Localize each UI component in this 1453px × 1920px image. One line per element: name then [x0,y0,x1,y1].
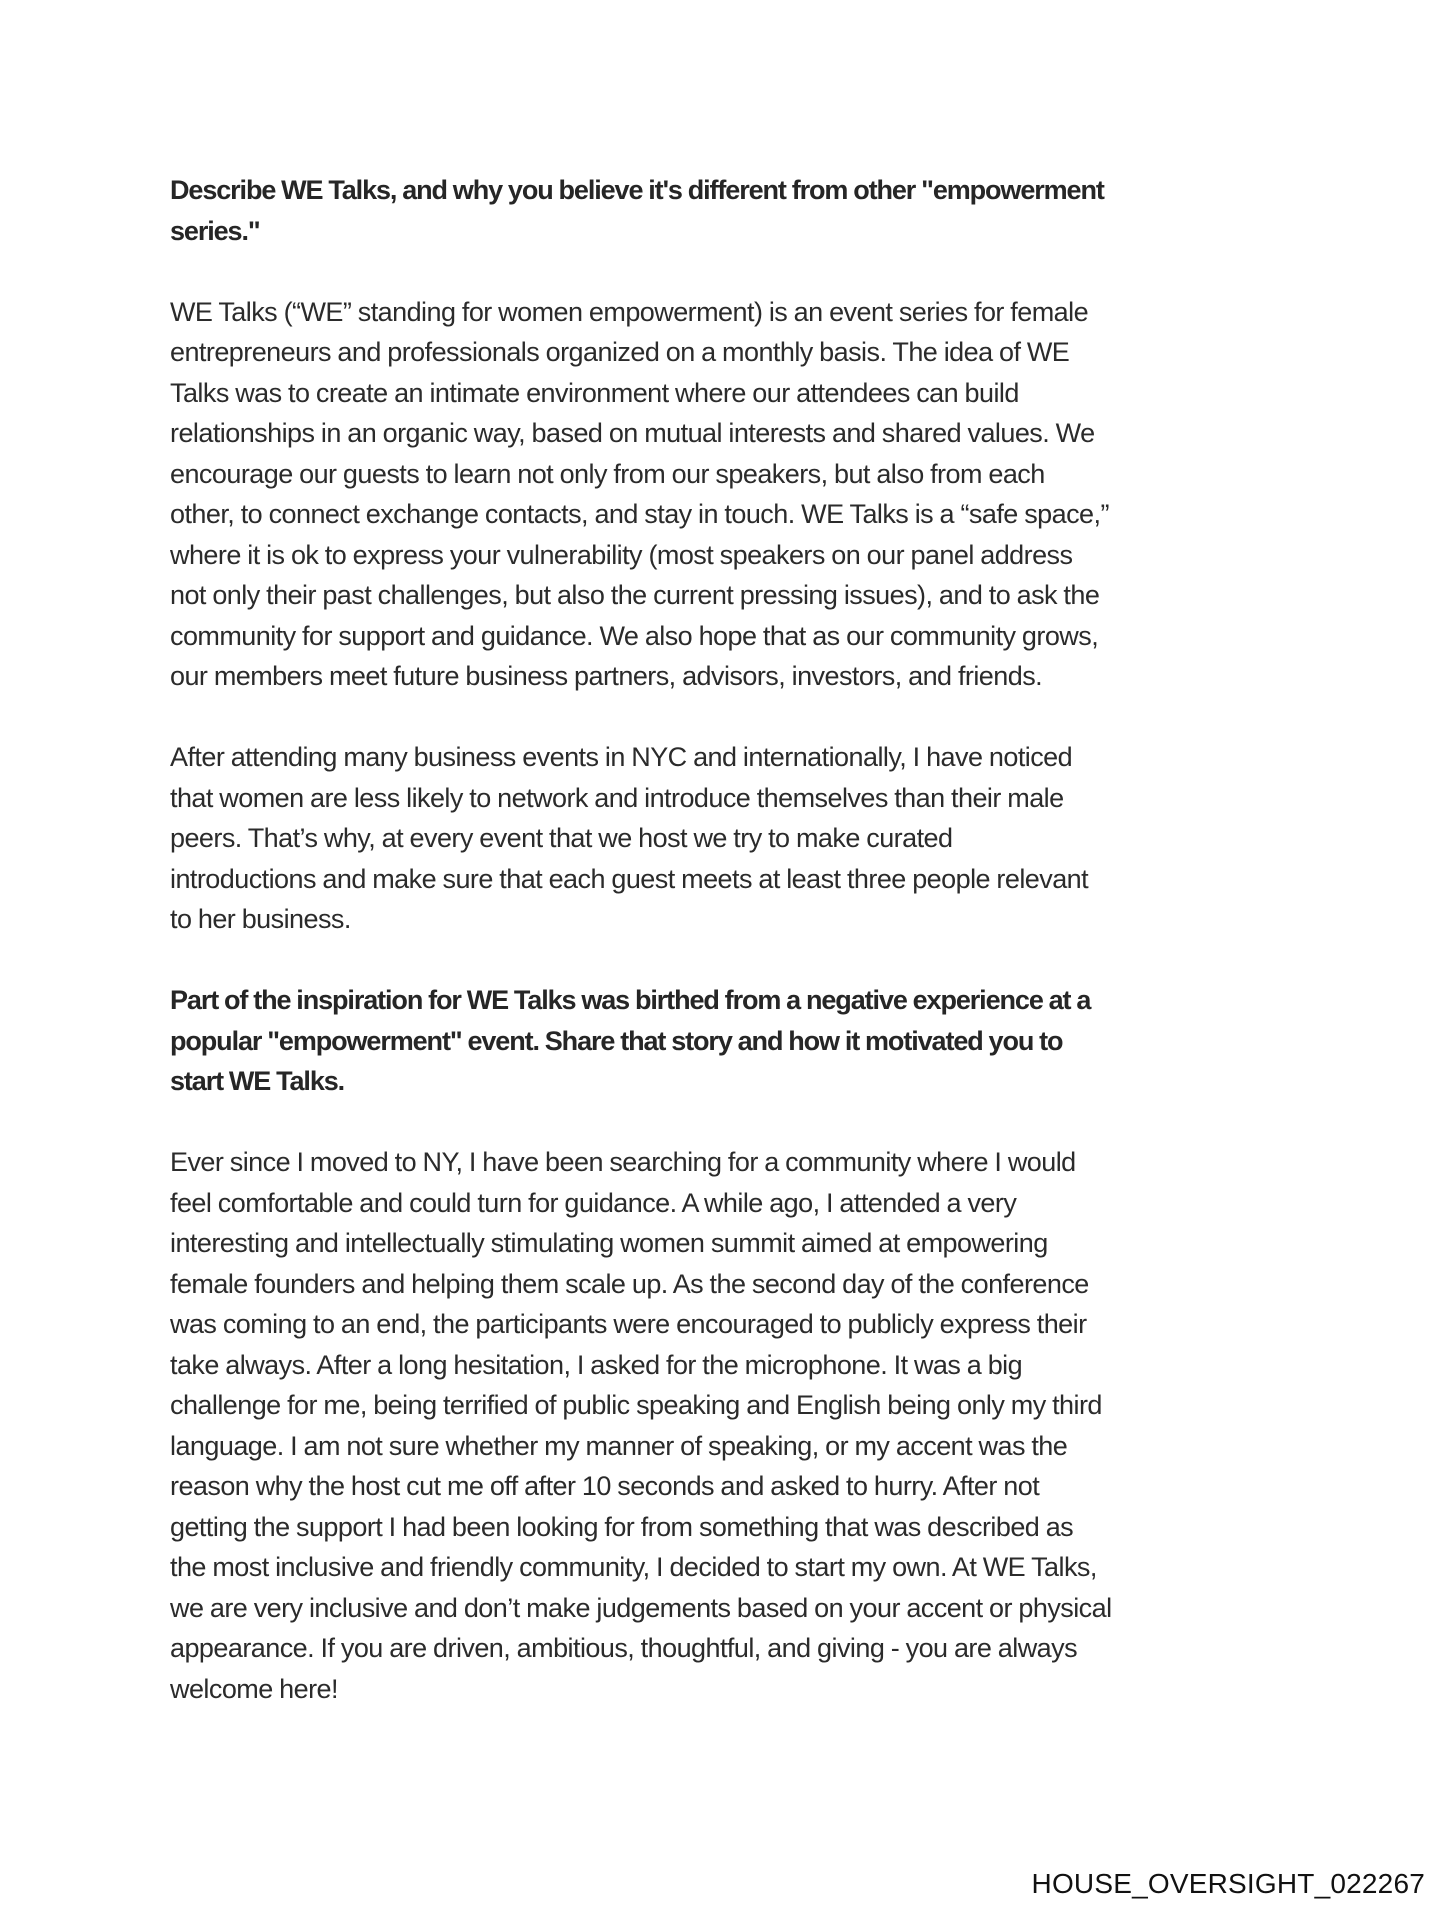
question-line: Describe WE Talks, and why you believe it's different from other "empowerment [170,175,1104,205]
text-line: After attending many business events in NYC and internationally, I have noticed [170,742,1073,772]
text-line: peers. That’s why, at every event that we host we try to make curated [170,823,953,853]
text-line: introductions and make sure that each guest meets at least three people relevant [170,863,1089,894]
text-line: welcome here! [170,1673,338,1704]
text-line: relationships in an organic way, based on mutual interests and shared values. We [170,418,1095,448]
answer-paragraph [170,1142,1320,1709]
text-line: we are very inclusive and don’t make judgements based on your accent or physical [170,1592,1112,1623]
paragraph-gap [170,251,1320,292]
text-line: entrepreneurs and professionals organized on a monthly basis. The idea of WE [170,337,1070,367]
text-line: community for support and guidance. We also hope that as our community grows, [170,620,1099,651]
text-line: where it is ok to express your vulnerability (most speakers on our panel address [170,539,1073,570]
question-line: series." [170,215,260,246]
answer-paragraph [170,292,1320,697]
text-line: other, to connect exchange contacts, and stay in touch. WE Talks is a “safe space,” [170,499,1109,529]
text-line: language. I am not sure whether my manner of speaking, or my accent was the [170,1430,1068,1461]
paragraph-gap [170,1102,1320,1143]
question-line: Part of the inspiration for WE Talks was birthed from a negative experience at a [170,985,1091,1015]
text-line: Ever since I moved to NY, I have been searching for a community where I would [170,1147,1076,1177]
text-line: encourage our guests to learn not only from our speakers, but also from each [170,458,1045,489]
text-line: WE Talks (“WE” standing for women empowerment) is an event series for female [170,296,1089,327]
text-line: take always. After a long hesitation, I asked for the microphone. It was a big [170,1349,1023,1380]
text-line: our members meet future business partners, advisors, investors, and friends. [170,661,1043,691]
text-line: Talks was to create an intimate environment where our attendees can build [170,377,1019,408]
text-line: to her business. [170,904,351,934]
text-line: appearance. If you are driven, ambitious, thoughtful, and giving - you are always [170,1633,1078,1663]
text-line: was coming to an end, the participants were encouraged to publicly express their [170,1309,1087,1339]
text-line: reason why the host cut me off after 10 seconds and asked to hurry. After not [170,1471,1040,1501]
text-line: that women are less likely to network and introduce themselves than their male [170,782,1064,813]
text-line: the most inclusive and friendly community, I decided to start my own. At WE Talks, [170,1552,1097,1582]
text-line: challenge for me, being terrified of public speaking and English being only my third [170,1390,1102,1420]
paragraph-gap [170,697,1320,738]
text-line: not only their past challenges, but also the current pressing issues), and to ask the [170,580,1100,610]
bates-number: HOUSE_OVERSIGHT_022267 [1031,1868,1425,1899]
text-line: female founders and helping them scale up. As the second day of the conference [170,1268,1089,1299]
text-line: getting the support I had been looking for from something that was described as [170,1511,1074,1542]
question-line: popular "empowerment" event. Share that story and how it motivated you to [170,1025,1063,1056]
question-heading-2 [170,980,1320,1102]
text-line: interesting and intellectually stimulating women summit aimed at empowering [170,1228,1048,1258]
paragraph-gap [170,940,1320,981]
answer-paragraph [170,737,1320,940]
question-line: start WE Talks. [170,1066,345,1096]
text-line: feel comfortable and could turn for guidance. A while ago, I attended a very [170,1187,1017,1218]
question-heading-1 [170,170,1320,251]
document-page [170,170,1320,1709]
